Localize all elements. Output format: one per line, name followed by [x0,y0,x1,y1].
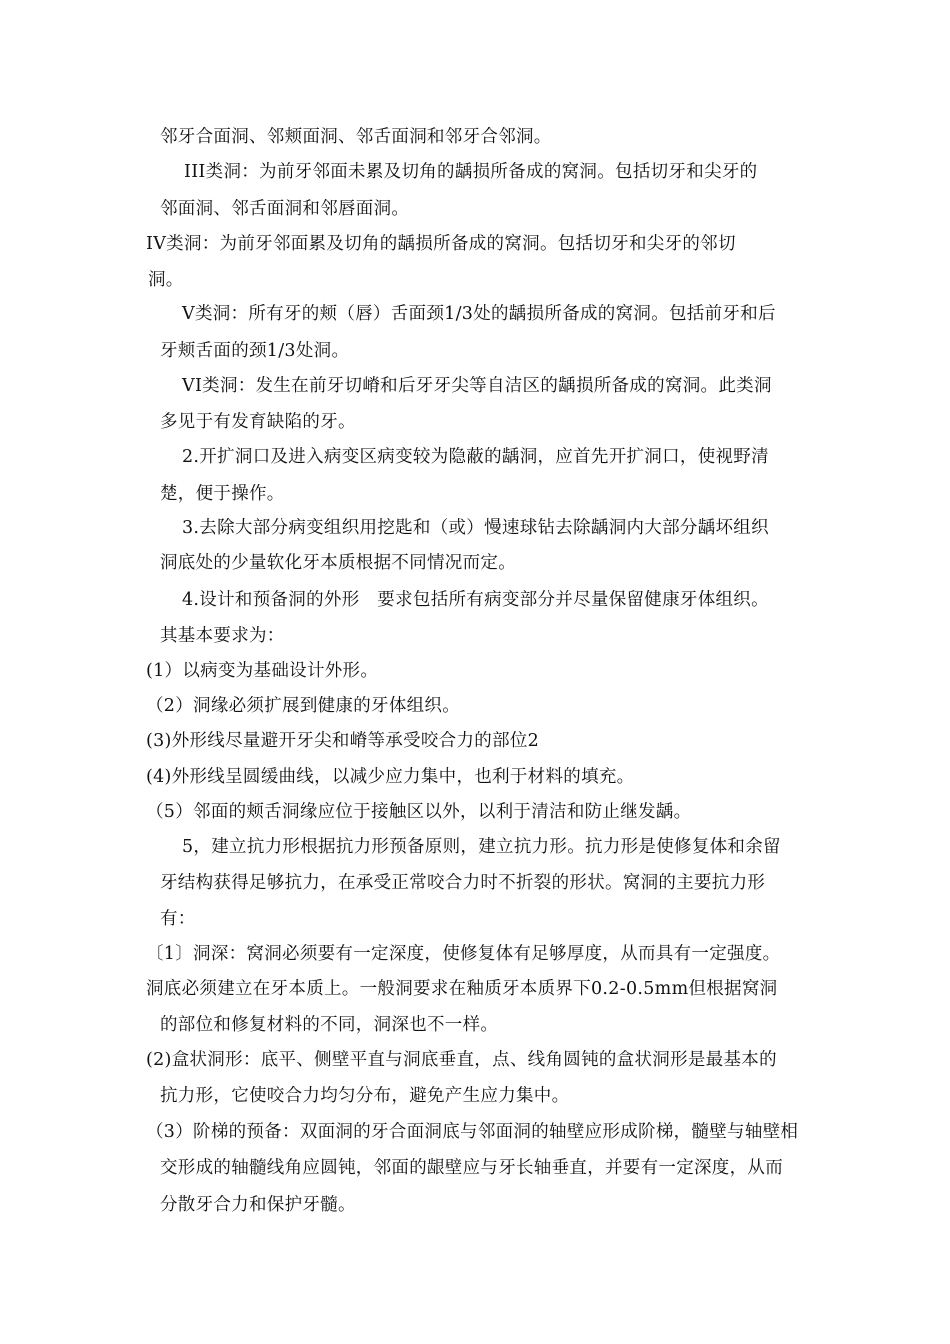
text-line: 5，建立抗力形根据抗力形预备原则，建立抗力形。抗力形是使修复体和余留 [182,837,781,857]
text-line: 2.开扩洞口及进入病变区病变较为隐蔽的龋洞，应首先开扩洞口，使视野清 [182,447,769,467]
text-line: （3）阶梯的预备：双面洞的牙合面洞底与邻面洞的轴壁应形成阶梯，髓壁与轴壁相 [146,1122,799,1142]
text-line: 洞底处的少量软化牙本质根据不同情况而定。 [160,553,516,573]
text-line: 多见于有发育缺陷的牙。 [160,412,356,432]
text-line: 楚，便于操作。 [160,484,285,504]
text-line: 邻面洞、邻舌面洞和邻唇面洞。 [160,199,410,219]
text-line: 邻牙合面洞、邻颊面洞、邻舌面洞和邻牙合邻洞。 [160,127,552,147]
text-line: 的部位和修复材料的不同，洞深也不一样。 [160,1015,499,1035]
text-line: 牙颊舌面的颈1/3处洞。 [160,341,350,361]
text-line: (1）以病变为基础设计外形。 [146,661,379,681]
text-line: 其基本要求为： [160,626,285,646]
text-line: (4)外形线呈圆缓曲线，以减少应力集中，也利于材料的填充。 [146,767,635,787]
text-line: III类洞：为前牙邻面未累及切角的龋损所备成的窝洞。包括切牙和尖牙的 [184,162,758,182]
text-line: (3)外形线尽量避开牙尖和嵴等承受咬合力的部位2 [146,731,540,751]
text-line: （2）洞缘必须扩展到健康的牙体组织。 [146,696,461,716]
text-line: (2)盒状洞形：底平、侧壁平直与洞底垂直，点、线角圆钝的盒状洞形是最基本的 [146,1050,777,1070]
text-line: 洞。 [148,270,184,290]
text-line: 交形成的轴髓线角应圆钝，邻面的龈壁应与牙长轴垂直，并要有一定深度，从而 [160,1158,783,1178]
text-line: （5）邻面的颊舌洞缘应位于接触区以外，以利于清洁和防止继发龋。 [146,802,692,822]
text-line: 3.去除大部分病变组织用挖匙和（或）慢速球钻去除龋洞内大部分龋坏组织 [182,518,769,538]
text-line: IV类洞：为前牙邻面累及切角的龋损所备成的窝洞。包括切牙和尖牙的邻切 [146,234,736,254]
text-line: 4.设计和预备洞的外形 要求包括所有病变部分并尽量保留健康牙体组织。 [182,590,769,610]
text-line: 有： [160,909,196,929]
text-line: V类洞：所有牙的颊（唇）舌面颈1/3处的龋损所备成的窝洞。包括前牙和后 [182,304,776,324]
text-line: VI类洞：发生在前牙切嵴和后牙牙尖等自洁区的龋损所备成的窝洞。此类洞 [182,376,772,396]
text-line: 牙结构获得足够抗力，在承受正常咬合力时不折裂的形状。窝洞的主要抗力形 [160,873,766,893]
text-line: 分散牙合力和保护牙髓。 [160,1195,356,1215]
text-line: 抗力形，它使咬合力均匀分布，避免产生应力集中。 [160,1086,570,1106]
text-line: 洞底必须建立在牙本质上。一般洞要求在釉质牙本质界下0.2-0.5mm但根据窝洞 [146,979,778,999]
text-line: 〔1〕洞深：窝洞必须要有一定深度，使修复体有足够厚度，从而具有一定强度。 [146,944,781,964]
